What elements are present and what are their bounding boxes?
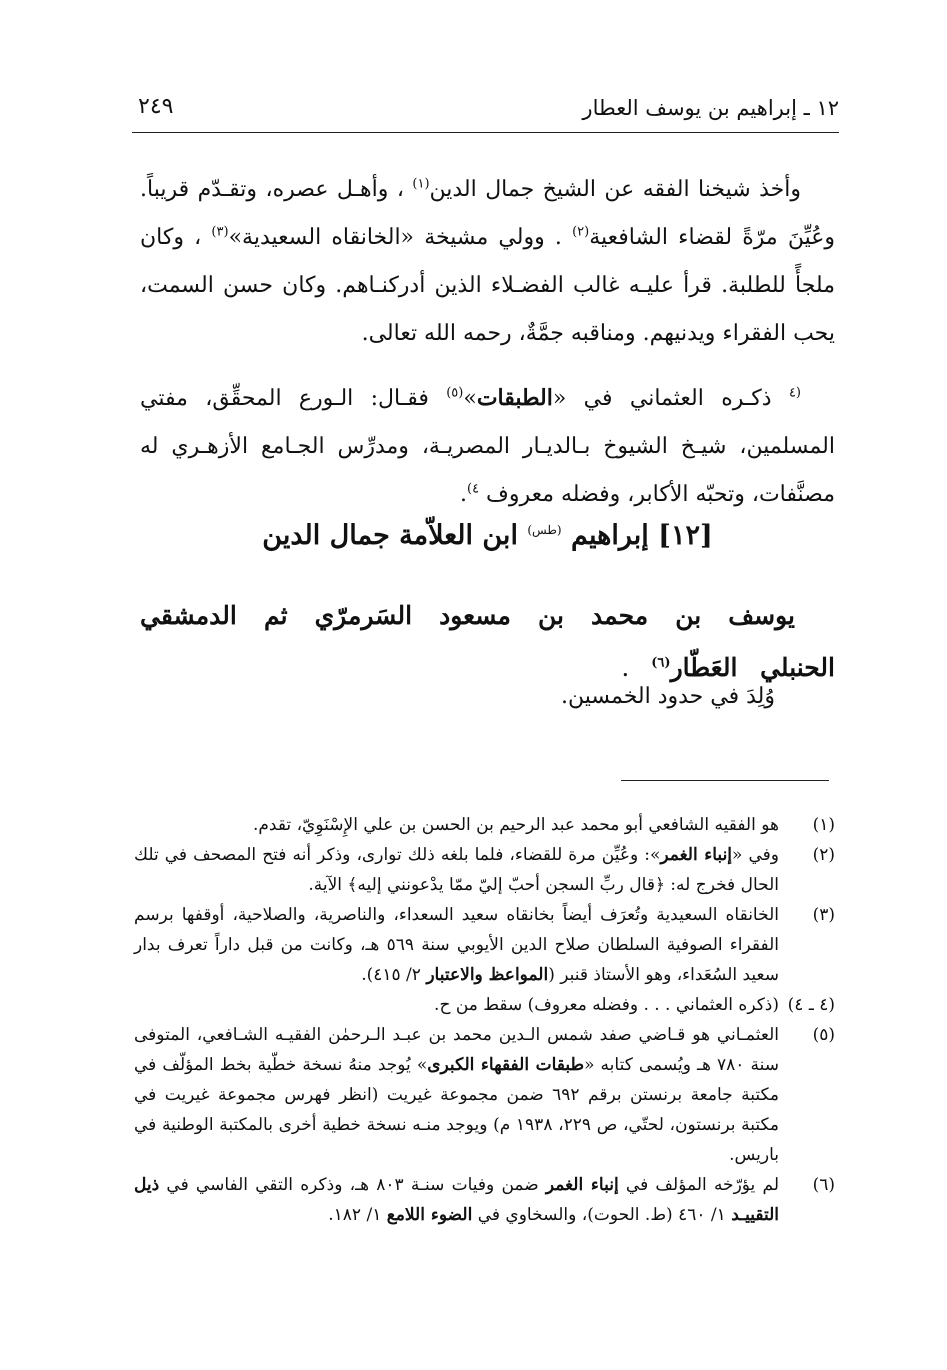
- footnote-ref-3: (٣): [211, 224, 229, 240]
- cited-work: ذيل التقييـد: [134, 1175, 779, 1225]
- footnote-span: (ذكره العثماني . . . وفضله معروف) سقط من ح.: [434, 995, 779, 1015]
- footnote-ref-1: (١): [412, 176, 430, 192]
- footnote-span: هو الفقيه الشافعي أبو محمد عبد الرحيم بن الحسن بن علي الإِسْنَوِيّ، تقدم.: [252, 815, 779, 835]
- text-span: ، وأهـل عصره، وتقـدّم قريباً. وعُيِّنَ مرّةً لقضاء الشافعية: [140, 177, 836, 250]
- footnote-span: ١/ ١٨٢.: [328, 1205, 387, 1225]
- footnote-number: (٥): [812, 1025, 835, 1045]
- main-text: [140, 166, 835, 519]
- text-span: »: [463, 386, 477, 411]
- entry-full-name: [140, 590, 835, 694]
- footnote-ref-4-close: ٤): [466, 481, 480, 497]
- footnote-item: [134, 990, 835, 1020]
- text-span: فقـال: الـورع المحقِّق، مفتي المسلمين، شيـخ الشيوخ بـالديـار المصريـة، ومدرِّس الجـامع الأزهـري له مصنَّفات، وتحبّه الأكابر، وفضله معروف: [140, 386, 835, 507]
- footnote-ref-6: (٦): [651, 655, 671, 671]
- header-title: ١٢ ـ إبراهيم بن يوسف العطار: [582, 96, 839, 120]
- heading-text: ابن العلاّمة جمال الدين: [262, 520, 528, 551]
- footnote-text: [134, 900, 779, 990]
- text-span: . وولي مشيخة «الخانقاه السعيدية»: [228, 225, 573, 250]
- footnote-ref-2: (٢): [572, 224, 590, 240]
- footnote-span: ضمن وفيات سنـة ٨٠٣ هـ، وذكره التقي الفاسي في: [159, 1175, 546, 1195]
- footnote-ref-4-open: (٤: [788, 385, 801, 401]
- footnote-text: [134, 1170, 779, 1230]
- running-header: [132, 88, 839, 133]
- text-span: .: [459, 482, 467, 507]
- footnote-number: (٢): [812, 845, 835, 865]
- text-span: ذكـره العثماني في «: [552, 386, 789, 411]
- footnotes: [134, 810, 835, 1230]
- heading-text: [١٢] إبراهيم: [561, 520, 713, 551]
- cited-work: طبقات الفقهاء الكبرى: [427, 1055, 585, 1075]
- text-span: ، وكان ملجأً للطلبة. قرأ عليـه غالب الفضـلاء الذين أدركنـاهم. وكان حسن السمت، يحب الفقراء ويدنيهم. ومناقبه جمَّةٌ، رحمه الله تعالى.: [140, 225, 835, 346]
- footnote-item: [134, 1170, 835, 1230]
- name-text: يوسف بن محمد بن مسعود السَرمرّي ثم الدمشقي الحنبلي العَطّار: [140, 601, 835, 682]
- footnote-span: وفي «: [732, 845, 779, 865]
- footnote-text: [134, 810, 779, 840]
- text-span: وأخذ شيخنا الفقه عن الشيخ جمال الدين: [429, 177, 801, 202]
- page-number: ٢٤٩: [138, 94, 174, 119]
- footnote-ref-5: (٥): [446, 385, 464, 401]
- footnote-number: (٤ ـ ٤): [787, 995, 835, 1015]
- entry-heading: [140, 520, 835, 551]
- cited-work: المواعظ والاعتبار: [426, 965, 549, 985]
- footnote-item: [134, 810, 835, 840]
- footnote-span: الخانقاه السعيدية وتُعرَف أيضاً بخانقاه سعيد السعداء، والناصرية، والصلاحية، أوقفها برسم الفقراء الصوفية السلطان صلاح الدين الأيوبي سنة ٥٦٩ هـ، وكانت من قبل داراً تعرف بدار سعيد السُعَداء، وهو الأستاذ قنبر (: [134, 905, 779, 985]
- paragraph-2: [140, 374, 835, 519]
- footnote-span: العثمـاني هو قـاضي صفد شمس الـدين محمد بن عبـد الـرحمٰن الفقيـه الشـافعي، المتوفى سنة ٧٨٠ هـ ويُسمى كتابه «: [134, 1025, 779, 1075]
- cited-work: إنباء الغمر: [660, 845, 733, 865]
- footnote-span: ١/ ٤٦٠ (ط. الحوت)، والسخاوي في: [472, 1205, 732, 1225]
- footnote-text: [134, 840, 779, 900]
- footnote-span: » يُوجد منهُ نسخة خطّية بخط المؤلّف في مكتبة جامعة برنستن برقم ٦٩٢ ضمن مجموعة غيريت (انظر فهرس مجموعة غيريت في مكتبة برنستون، لحتّي، ص ٢٢٩، ١٩٣٨ م) ويوجد منـه نسخة خطية أخرى بالمكتبة الوطنية في باريس.: [134, 1055, 779, 1165]
- footnote-text: [134, 1020, 779, 1170]
- footnote-item: [134, 840, 835, 900]
- footnote-number: (٣): [812, 905, 835, 925]
- footnote-number: (٦): [812, 1175, 835, 1195]
- footnote-span: ٢/ ٤١٥).: [361, 965, 427, 985]
- footnote-text: [134, 990, 779, 1020]
- footnote-separator: [621, 780, 829, 781]
- footnote-item: [134, 1020, 835, 1170]
- footnote-item: [134, 900, 835, 990]
- footnote-span: »: وعُيِّن مرة للقضاء، فلما بلغه ذلك توارى، وذكر أنه فتح المصحف في تلك الحال فخرج له: ﴿قال ربِّ السجن أحبّ إليّ ممّا يدْعونني إليه﴾ الآية.: [134, 845, 779, 895]
- name-tail: .: [621, 653, 652, 682]
- book-title-tabaqat: الطبقات: [476, 385, 553, 411]
- cited-work: الضوء اللامع: [386, 1205, 473, 1225]
- birth-line: وُلِدَ في حدود الخمسين.: [560, 684, 775, 709]
- footnote-number: (١): [812, 815, 835, 835]
- paragraph-1: [140, 166, 835, 358]
- source-siglum: (طس): [527, 523, 562, 537]
- footnote-span: لم يؤرّخه المؤلف في: [618, 1175, 779, 1195]
- cited-work: إنباء الغمر: [545, 1175, 619, 1195]
